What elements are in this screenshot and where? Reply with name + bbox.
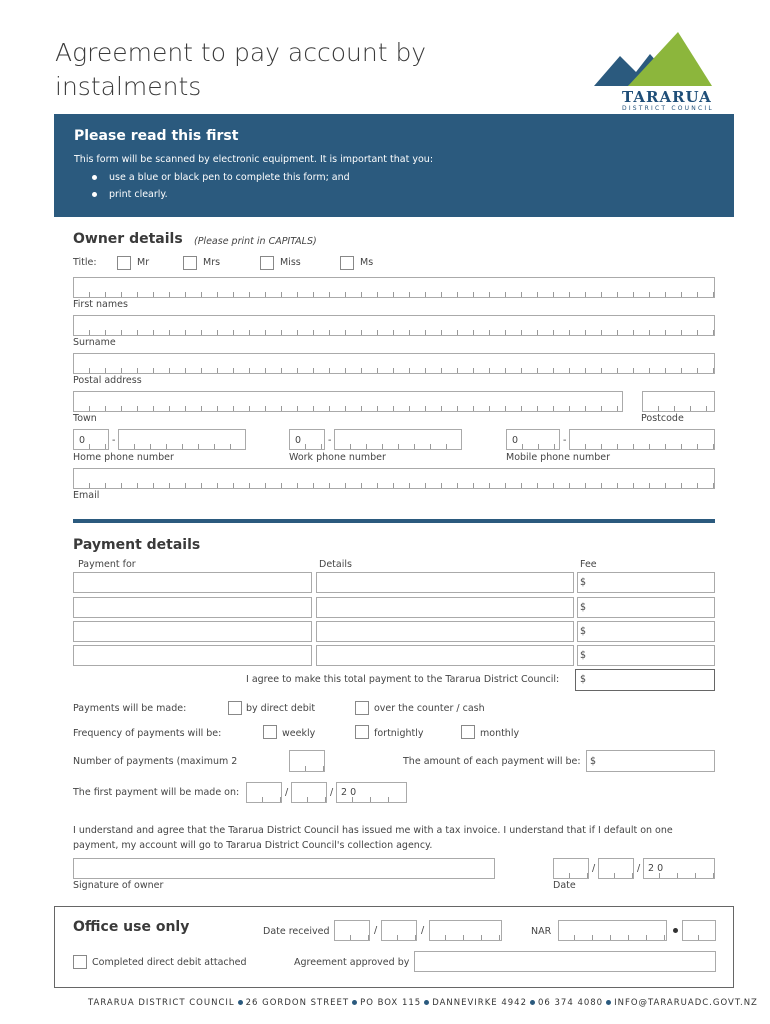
first-payment-label: The first payment will be made on:	[73, 787, 240, 798]
work-phone-prefix: 0	[295, 435, 302, 446]
mobile-phone-input[interactable]	[569, 429, 715, 450]
email-label: Email	[73, 490, 100, 501]
frequency-label: Frequency of payments will be:	[73, 728, 222, 739]
banner-bullet: print clearly.	[92, 189, 168, 200]
payment-for-input[interactable]	[73, 621, 312, 642]
year-prefix: 2 0	[341, 787, 357, 798]
fortnightly-checkbox[interactable]	[355, 725, 369, 739]
payment-for-header: Payment for	[78, 559, 136, 570]
title-miss-label: Miss	[280, 257, 301, 268]
separator-dot-icon	[530, 1000, 535, 1005]
date-slash: /	[421, 925, 425, 936]
banner-bullet: use a blue or black pen to complete this form; and	[92, 172, 350, 183]
currency-symbol: $	[580, 626, 587, 637]
payment-for-input[interactable]	[73, 645, 312, 666]
surname-input[interactable]	[73, 315, 715, 336]
page-title: Agreement to pay account by instalments	[55, 38, 427, 101]
details-header: Details	[319, 559, 352, 570]
separator-dot-icon	[606, 1000, 611, 1005]
signature-date-label: Date	[553, 880, 576, 891]
date-received-month-input[interactable]	[381, 920, 417, 941]
weekly-checkbox[interactable]	[263, 725, 277, 739]
currency-symbol: $	[580, 602, 587, 613]
counter-cash-label: over the counter / cash	[374, 703, 485, 714]
nar-input[interactable]	[558, 920, 667, 941]
phone-dash: -	[112, 435, 116, 446]
fee-input[interactable]	[577, 645, 715, 666]
amount-each-label: The amount of each payment will be:	[403, 756, 581, 767]
payment-for-input[interactable]	[73, 597, 312, 618]
fee-input[interactable]	[577, 597, 715, 618]
details-input[interactable]	[316, 621, 574, 642]
date-slash: /	[374, 925, 378, 936]
signature-date-month-input[interactable]	[598, 858, 634, 879]
debit-attached-checkbox[interactable]	[73, 955, 87, 969]
date-slash: /	[285, 787, 289, 798]
bullet-icon	[92, 192, 97, 197]
currency-symbol: $	[590, 756, 597, 767]
signature-input[interactable]	[73, 858, 495, 879]
declaration-text: I understand and agree that the Tararua District Council has issued me with a tax invoice. I understand that if I default on one payment, my account will go to Tararua District Council's collection agency.	[73, 825, 673, 851]
currency-symbol: $	[580, 674, 587, 685]
home-phone-prefix: 0	[79, 435, 86, 446]
counter-cash-checkbox[interactable]	[355, 701, 369, 715]
footer	[88, 998, 758, 1008]
postal-address-input[interactable]	[73, 353, 715, 374]
amount-each-input[interactable]	[586, 750, 715, 772]
work-phone-input[interactable]	[334, 429, 462, 450]
date-received-day-input[interactable]	[334, 920, 370, 941]
title-label: Title:	[73, 257, 97, 268]
title-ms-label: Ms	[360, 257, 374, 268]
date-slash: /	[637, 863, 641, 874]
separator-dot-icon	[424, 1000, 429, 1005]
fee-input[interactable]	[577, 572, 715, 593]
title-mr-checkbox[interactable]	[117, 256, 131, 270]
logo-subtitle: DISTRICT COUNCIL	[622, 105, 714, 112]
year-prefix: 2 0	[648, 863, 664, 874]
postal-address-label: Postal address	[73, 375, 142, 386]
agree-total-label: I agree to make this total payment to the Tararua District Council:	[246, 674, 560, 685]
payment-details-heading: Payment details	[73, 537, 201, 553]
approved-by-input[interactable]	[414, 951, 716, 972]
direct-debit-label: by direct debit	[246, 703, 316, 714]
date-slash: /	[592, 863, 596, 874]
separator-dot-icon	[238, 1000, 243, 1005]
first-payment-month-input[interactable]	[291, 782, 327, 803]
footer-pobox: PO BOX 115	[360, 998, 422, 1008]
title-mr-label: Mr	[137, 257, 150, 268]
phone-dash: -	[563, 435, 567, 446]
email-input[interactable]	[73, 468, 715, 489]
monthly-label: monthly	[480, 728, 520, 739]
footer-council: TARARUA DISTRICT COUNCIL	[88, 998, 235, 1008]
title-ms-checkbox[interactable]	[340, 256, 354, 270]
total-input[interactable]	[575, 669, 715, 691]
payment-for-input[interactable]	[73, 572, 312, 593]
surname-label: Surname	[73, 337, 116, 348]
title-mrs-label: Mrs	[203, 257, 221, 268]
fortnightly-label: fortnightly	[374, 728, 424, 739]
footer-email: INFO@TARARUADC.GOVT.NZ	[614, 998, 758, 1008]
date-slash: /	[330, 787, 334, 798]
nar-dot-icon	[673, 928, 678, 933]
mobile-phone-prefix: 0	[512, 435, 519, 446]
home-phone-input[interactable]	[118, 429, 246, 450]
section-divider	[73, 519, 715, 523]
signature-label: Signature of owner	[73, 880, 164, 891]
office-use-heading: Office use only	[73, 919, 190, 935]
postcode-label: Postcode	[641, 413, 684, 424]
approved-by-label: Agreement approved by	[294, 957, 410, 968]
fee-header: Fee	[580, 559, 597, 570]
first-names-label: First names	[73, 299, 128, 310]
banner-heading: Please read this first	[74, 128, 239, 144]
details-input[interactable]	[316, 645, 574, 666]
number-payments-input[interactable]	[289, 750, 325, 772]
work-phone-label: Work phone number	[289, 452, 386, 463]
debit-attached-label: Completed direct debit attached	[92, 957, 247, 968]
footer-town: DANNEVIRKE 4942	[432, 998, 527, 1008]
signature-date-day-input[interactable]	[553, 858, 589, 879]
fee-input[interactable]	[577, 621, 715, 642]
town-input[interactable]	[73, 391, 623, 412]
details-input[interactable]	[316, 597, 574, 618]
postcode-input[interactable]	[642, 391, 715, 412]
logo-name: TARARUA	[622, 88, 712, 106]
owner-details-heading: Owner details	[73, 231, 183, 247]
direct-debit-checkbox[interactable]	[228, 701, 242, 715]
first-names-input[interactable]	[73, 277, 715, 298]
date-received-label: Date received	[263, 926, 330, 937]
title-miss-checkbox[interactable]	[260, 256, 274, 270]
town-label: Town	[73, 413, 97, 424]
home-phone-label: Home phone number	[73, 452, 174, 463]
number-payments-label: Number of payments (maximum 2	[73, 756, 238, 767]
currency-symbol: $	[580, 650, 587, 661]
date-received-year-input[interactable]	[429, 920, 502, 941]
separator-dot-icon	[352, 1000, 357, 1005]
title-mrs-checkbox[interactable]	[183, 256, 197, 270]
bullet-icon	[92, 175, 97, 180]
nar-suffix-input[interactable]	[682, 920, 716, 941]
details-input[interactable]	[316, 572, 574, 593]
currency-symbol: $	[580, 577, 587, 588]
monthly-checkbox[interactable]	[461, 725, 475, 739]
capitals-note: (Please print in CAPITALS)	[194, 236, 317, 247]
nar-label: NAR	[531, 926, 552, 937]
phone-dash: -	[328, 435, 332, 446]
footer-street: 26 GORDON STREET	[245, 998, 350, 1008]
mobile-phone-label: Mobile phone number	[506, 452, 611, 463]
office-use-panel	[54, 906, 734, 988]
footer-phone: 06 374 4080	[538, 998, 604, 1008]
instructions-banner	[54, 114, 734, 217]
first-payment-day-input[interactable]	[246, 782, 282, 803]
banner-intro: This form will be scanned by electronic equipment. It is important that you:	[74, 154, 434, 165]
weekly-label: weekly	[282, 728, 316, 739]
payments-made-label: Payments will be made:	[73, 703, 187, 714]
